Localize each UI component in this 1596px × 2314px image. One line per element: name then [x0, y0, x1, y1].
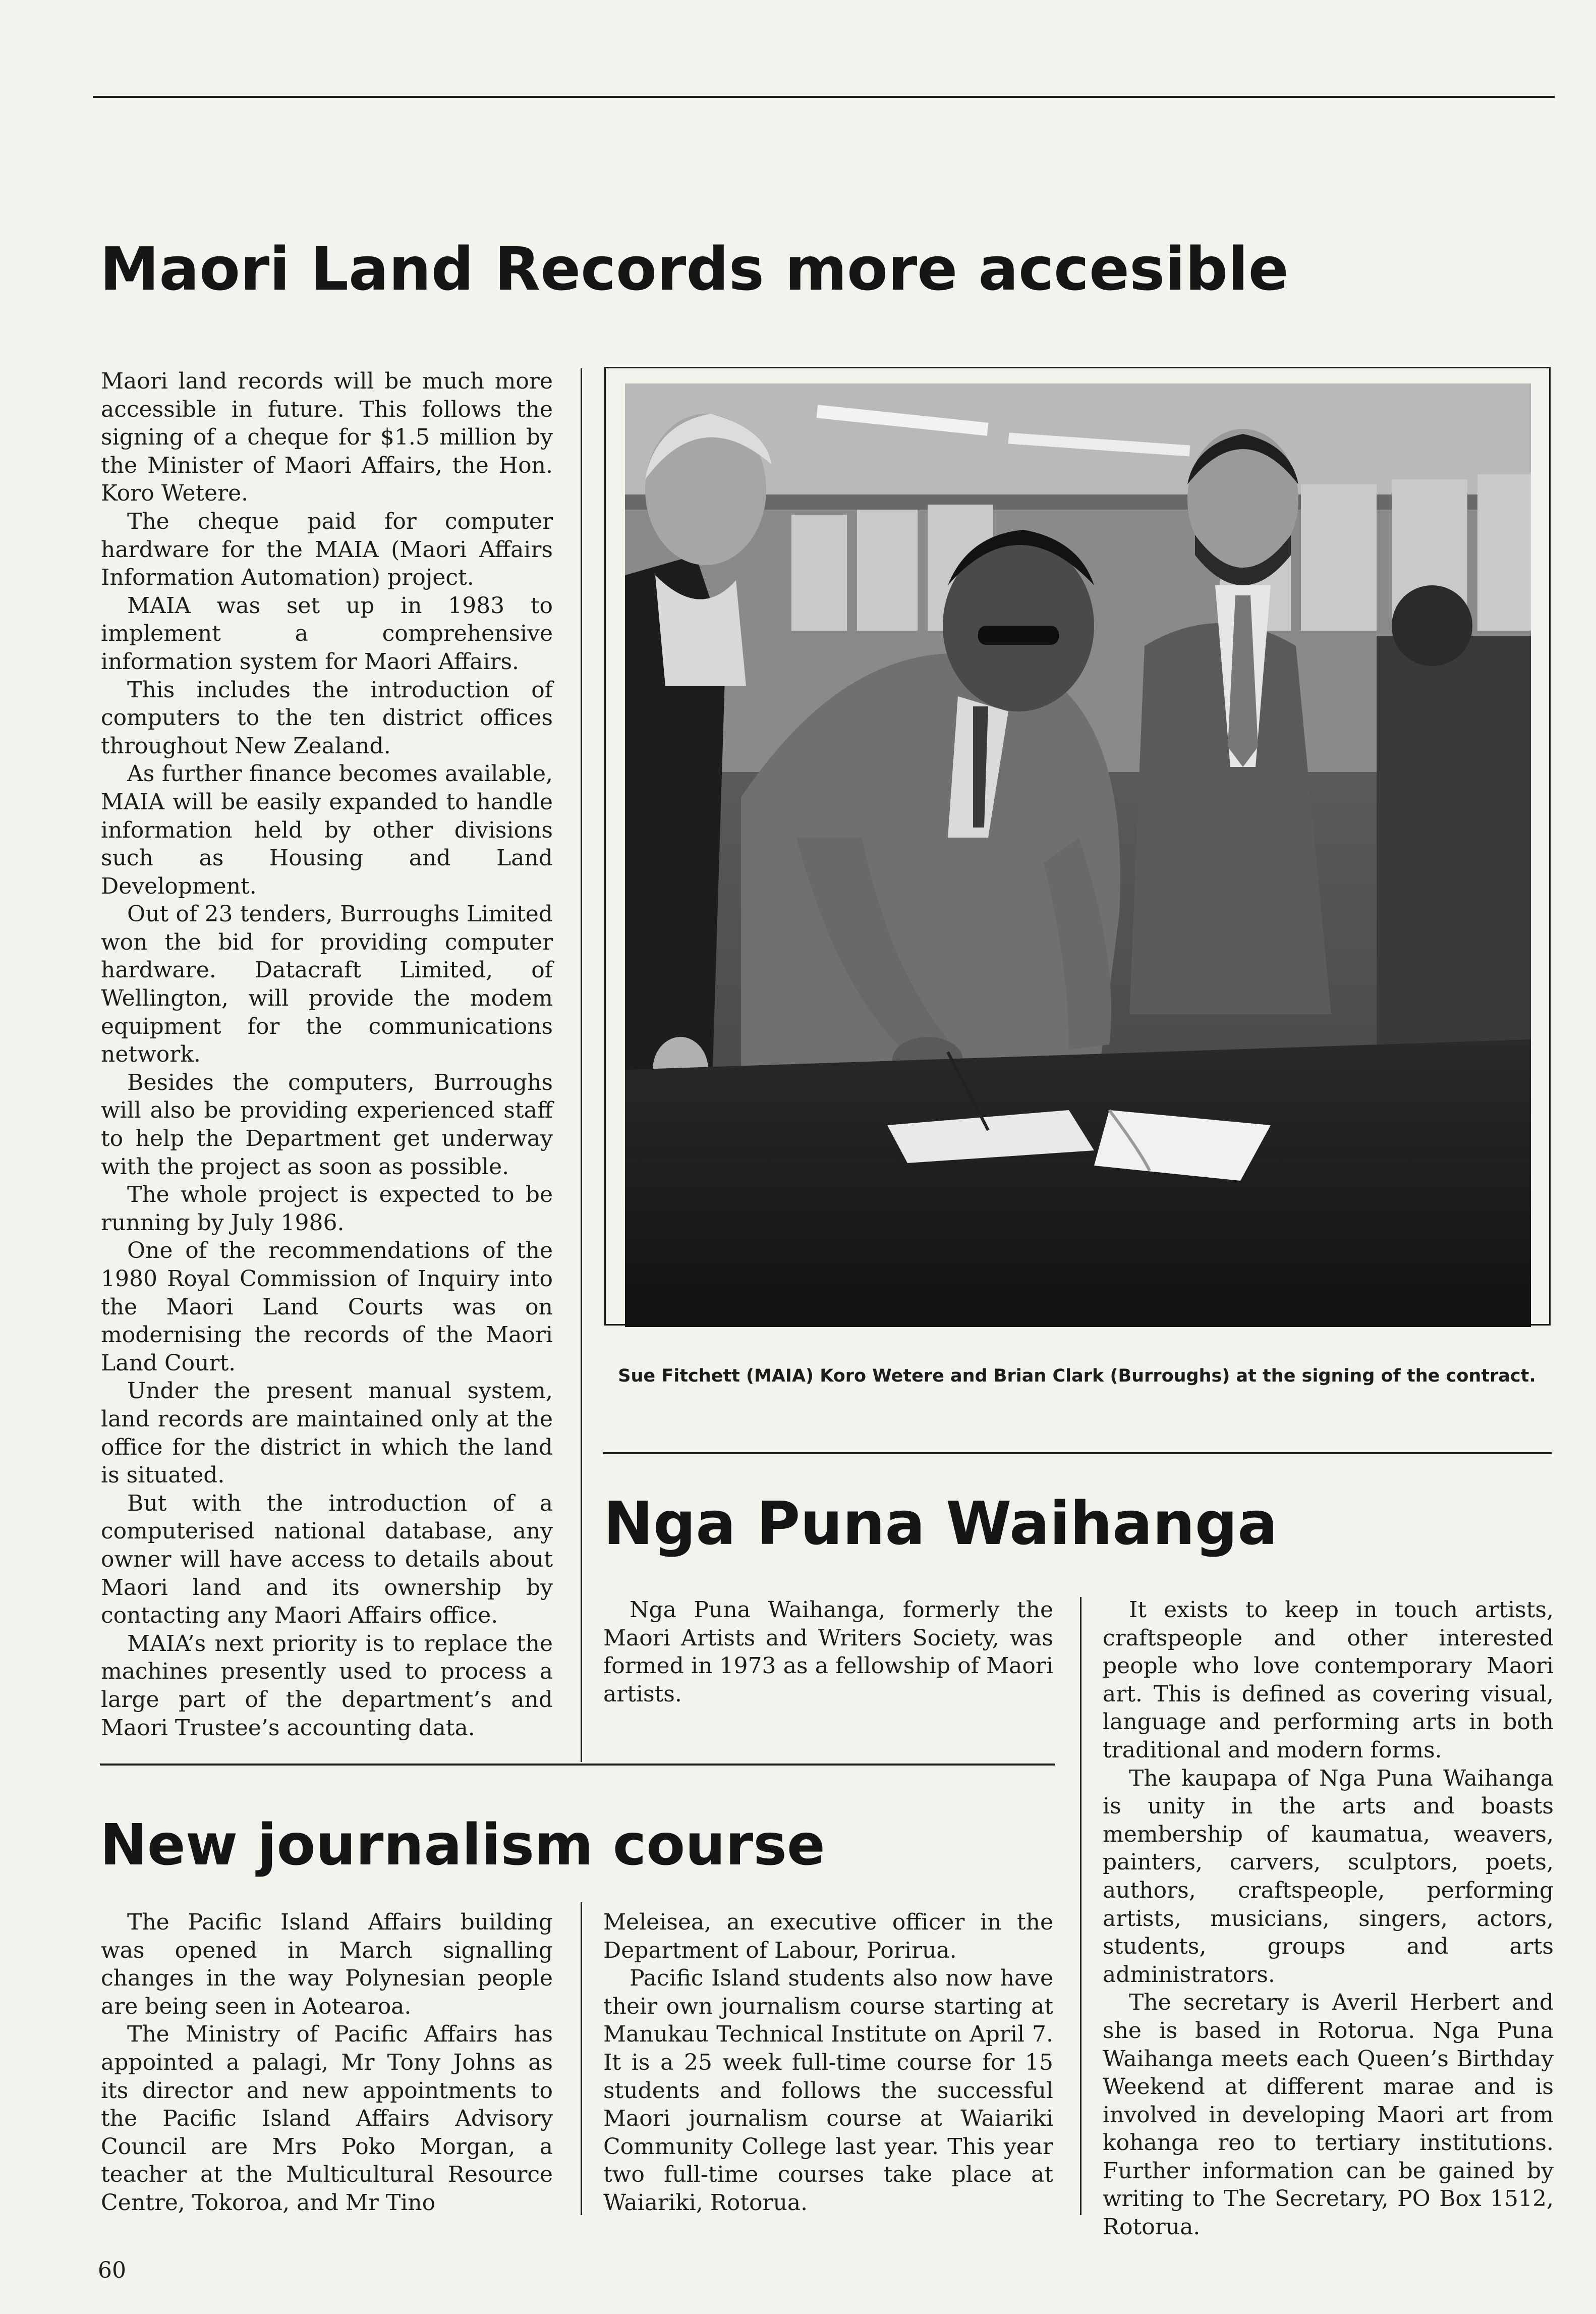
article2-column-1 — [603, 1596, 1053, 1708]
article1-paragraph: MAIA was set up in 1983 to implement a comprehensive information system for Maori Affairs. — [101, 592, 553, 675]
article1-body — [101, 367, 553, 1742]
article1-paragraph: Maori land records will be much more accessible in future. This follows the signing of a cheque for $1.5 million by the Minister of Maori Affairs, the Hon. Koro Wetere. — [101, 368, 553, 507]
article1-paragraph: Out of 23 tenders, Burroughs Limited won the bid for providing computer hardware. Datacraft Limited, of Wellington, will provide the modem equipment for the communications network. — [101, 901, 553, 1068]
article3-paragraph: Meleisea, an executive officer in the Department of Labour, Porirua. — [603, 1909, 1053, 1963]
photo-caption: Sue Fitchett (MAIA) Koro Wetere and Brian Clark (Burroughs) at the signing of the contract. — [618, 1366, 1536, 1386]
article1-paragraph: Besides the computers, Burroughs will also be providing experienced staff to help the Department get underway with the project as soon as possible. — [101, 1069, 553, 1180]
article2-paragraph: Nga Puna Waihanga, formerly the Maori Artists and Writers Society, was formed in 1973 as a fellowship of Maori artists. — [603, 1597, 1053, 1707]
article3-paragraph: Pacific Island students also now have their own journalism course starting at Manukau Technical Institute on April 7. It is a 25 week full-time course for 15 students and follows the successful Maori journalism course at Waiariki Community College last year. This year two full-time courses take place at Waiariki, Rotorua. — [603, 1965, 1053, 2216]
article3-column-2 — [603, 1908, 1053, 2217]
article2-column-2 — [1103, 1596, 1554, 2241]
article3-rule — [100, 1764, 1055, 1766]
article1-paragraph: Under the present manual system, land records are maintained only at the office for the district in which the land is situated. — [101, 1378, 553, 1489]
article1-paragraph: As further finance becomes available, MAIA will be easily expanded to handle information held by other divisions such as Housing and Land Development. — [101, 761, 553, 899]
column-rule-left-bottom — [581, 1902, 582, 2215]
article3-paragraph: The Ministry of Pacific Affairs has appointed a palagi, Mr Tony Johns as its director and new appointments to the Pacific Island Affairs Advisory Council are Mrs Poko Morgan, a teacher at the Multicultural Resource Centre, Tokoroa, and Mr Tino — [101, 2021, 553, 2216]
article1-paragraph: The whole project is expected to be running by July 1986. — [101, 1182, 553, 1236]
column-rule-left — [581, 368, 582, 1762]
article1-paragraph: One of the recommendations of the 1980 Royal Commission of Inquiry into the Maori Land Courts was on modernising the records of the Maori Land Court. — [101, 1238, 553, 1376]
article1-paragraph: The cheque paid for computer hardware for the MAIA (Maori Affairs Information Automation) project. — [101, 508, 553, 591]
photo-frame — [604, 367, 1551, 1326]
article1-paragraph: This includes the introduction of computers to the ten district offices throughout New Zealand. — [101, 677, 553, 759]
article1-headline: Maori Land Records more accesible — [100, 234, 1289, 304]
article2-paragraph: It exists to keep in touch artists, craftspeople and other interested people who love contemporary Maori art. This is defined as covering visual, language and performing arts in both traditional and modern forms. — [1103, 1597, 1554, 1763]
article3-column-1 — [101, 1908, 553, 2217]
caption-rule — [603, 1452, 1552, 1454]
article3-paragraph: The Pacific Island Affairs building was opened in March signalling changes in the way Polynesian people are being seen in Aotearoa. — [101, 1909, 553, 2019]
article2-headline: Nga Puna Waihanga — [603, 1489, 1278, 1558]
signing-photo-illustration — [625, 383, 1531, 1327]
article1-paragraph: MAIA’s next priority is to replace the machines presently used to process a large part of the department’s and Maori Trustee’s accounting data. — [101, 1630, 553, 1741]
column-rule-right — [1080, 1597, 1081, 2215]
article2-paragraph: The kaupapa of Nga Puna Waihanga is unity in the arts and boasts membership of kaumatua, weavers, painters, carvers, sculptors, poets, authors, craftspeople, performing artists, musicians, singers, actors, students, groups and arts administrators. — [1103, 1765, 1554, 1988]
signing-photo — [625, 383, 1531, 1327]
article1-paragraph: But with the introduction of a computerised national database, any owner will have access to details about Maori land and its ownership by contacting any Maori Affairs office. — [101, 1490, 553, 1629]
article2-paragraph: The secretary is Averil Herbert and she is based in Rotorua. Nga Puna Waihanga meets each Queen’s Birthday Weekend at different marae and is involved in developing Maori art from kohanga reo to tertiary institutions. Further information can be gained by writing to The Secretary, PO Box 1512, Rotorua. — [1103, 1990, 1554, 2240]
page-number: 60 — [98, 2257, 126, 2283]
top-rule — [93, 96, 1555, 98]
article3-headline: New journalism course — [100, 1812, 825, 1878]
